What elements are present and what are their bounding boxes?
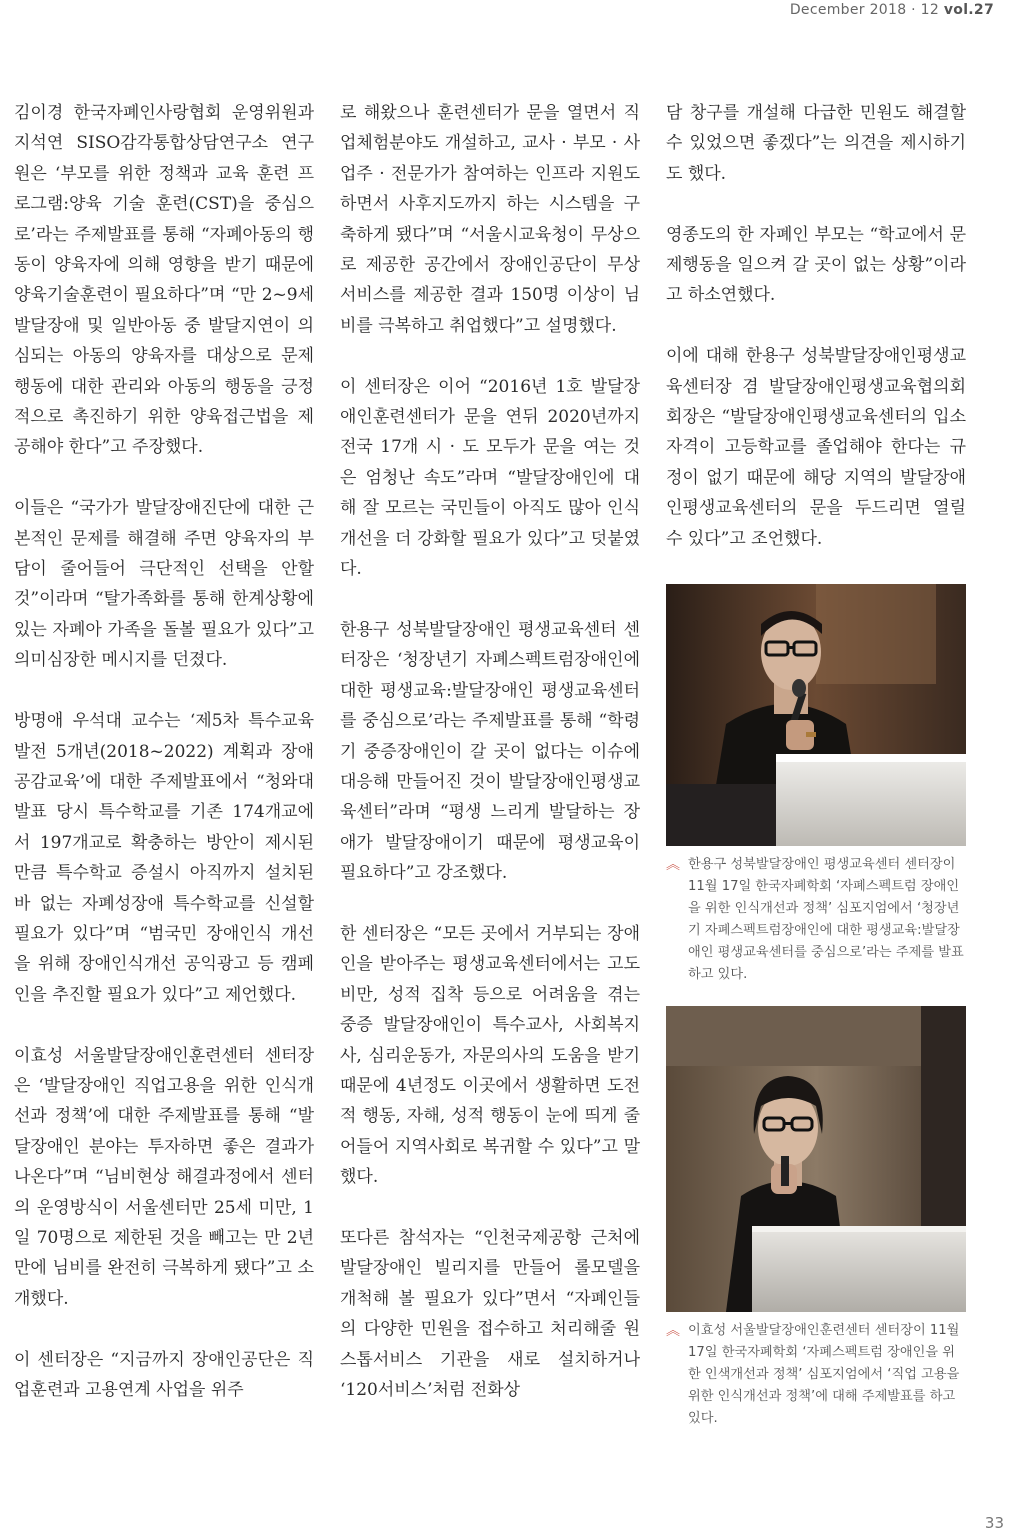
article-column-2 [340, 98, 640, 1436]
photo-caption-1 [666, 854, 966, 986]
page-number: 33 [984, 1514, 1004, 1532]
article-column-1 [14, 98, 314, 1436]
caption-text: 한용구 성북발달장애인 평생교육센터 센터장이 11월 17일 한국자폐학회 ‘자폐스펙트럼 장애인을 위한 인식개선과 정책’ 심포지엄에서 ‘청장년기 자폐스펙트럼장애인에 대한 평생교육:발달장애인 평생교육센터를 중심으로’라는 주제를 발표하고 있다. [688, 857, 964, 983]
speaker-photo-1-image [666, 584, 966, 846]
paragraph: 이에 대해 한용구 성북발달장애인평생교육센터장 겸 발달장애인평생교육협의회 회장은 “발달장애인평생교육센터의 입소자격이 고등학교를 졸업해야 한다는 규정이 없기 때문에 해당 지역의 발달장애인평생교육센터의 문을 두드리면 열릴 수 있다”고 조언했다. [666, 346, 966, 549]
article-column-3 [666, 98, 966, 1430]
paragraph: 담 창구를 개설해 다급한 민원도 해결할 수 있었으면 좋겠다”는 의견을 제시하기도 했다. [666, 103, 966, 184]
caption-text: 이효성 서울발달장애인훈련센터 센터장이 11월 17일 한국자폐학회 ‘자폐스펙트럼 장애인을 위한 인색개선과 정책’ 심포지엄에서 ‘직업 고용을 위한 인식개선과 정책’에 대해 주제발표를 하고 있다. [688, 1323, 960, 1427]
issue-date: December 2018 · 12 [789, 2, 940, 18]
paragraph: 또다른 참석자는 “인천국제공항 근처에 발달장애인 빌리지를 만들어 롤모델을 개척해 볼 필요가 있다”면서 “자폐인들의 다양한 민원을 접수하고 처리해줄 원스톱서비스 기관을 새로 설치하거나 ‘120서비스’처럼 전화상 [340, 1227, 640, 1400]
speaker-photo-2 [666, 1006, 966, 1312]
paragraph: 이효성 서울발달장애인훈련센터 센터장은 ‘발달장애인 직업고용을 위한 인식개선과 정책’에 대한 주제발표를 통해 “발달장애인 분야는 투자하면 좋은 결과가 나온다”며 “님비현상 해결과정에서 센터의 운영방식이 서울센터만 25세 미만, 1일 70명으로 제한된 것을 빼고는 만 2년만에 님비를 완전히 극복하게 됐다”고 소개했다. [14, 1045, 314, 1309]
photo-caption-2 [666, 1320, 966, 1430]
double-chevron-up-icon: ︽ [666, 1323, 680, 1340]
paragraph: 이 센터장은 이어 “2016년 1호 발달장애인훈련센터가 문을 연뒤 2020년까지 전국 17개 시 · 도 모두가 문을 여는 것은 엄청난 속도”라며 “발달장애인에 대해 잘 모르는 국민들이 아직도 많아 인식개선을 더 강화할 필요가 있다”고 덧붙였다. [340, 376, 640, 580]
paragraph: 김이경 한국자폐인사랑협회 운영위원과 지석연 SISO감각통합상담연구소 연구원은 ‘부모를 위한 정책과 교육 훈련 프로그램:양육 기술 훈련(CST)을 중심으로’라는 주제발표를 통해 “자폐아동의 행동이 양육자에 의해 영향을 받기 때문에 양육기술훈련이 필요하다”며 “만 2~9세 발달장애 및 일반아동 중 발달지연이 의심되는 아동의 양육자를 대상으로 문제행동에 대한 관리와 아동의 행동을 긍정적으로 촉진하기 위한 양육접근법을 제공해야 한다”고 주장했다. [14, 103, 314, 458]
issue-volume: vol.27 [943, 2, 994, 18]
paragraph: 영종도의 한 자폐인 부모는 “학교에서 문제행동을 일으켜 갈 곳이 없는 상황”이라고 하소연했다. [666, 224, 966, 306]
double-chevron-up-icon: ︽ [666, 857, 680, 874]
paragraph: 방명애 우석대 교수는 ‘제5차 특수교육발전 5개년(2018~2022) 계획과 장애공감교육’에 대한 주제발표에서 “청와대 발표 당시 특수학교를 기존 174개교에서 197개교로 확충하는 방안이 제시된만큼 특수학교 증설시 아직까지 설치된 바 없는 자폐성장애 특수학교를 신설할 필요가 있다”며 “범국민 장애인식 개선을 위해 장애인식개선 공익광고 등 캠페인을 추진할 필요가 있다”고 제언했다. [14, 711, 314, 1005]
paragraph: 한 센터장은 “모든 곳에서 거부되는 장애인을 받아주는 평생교육센터에서는 고도비만, 성적 집착 등으로 어려움을 겪는 중증 발달장애인이 특수교사, 사회복지사, 심리운동가, 자문의사의 도움을 받기 때문에 4년정도 이곳에서 생활하면 도전적 행동, 자해, 성적 행동이 눈에 띄게 줄어들어 지역사회로 복귀할 수 있다”고 말했다. [340, 923, 640, 1188]
speaker-photo-2-image [666, 1006, 966, 1312]
paragraph: 한용구 성북발달장애인 평생교육센터 센터장은 ‘청장년기 자폐스펙트럼장애인에 대한 평생교육:발달장애인 평생교육센터를 중심으로’라는 주제발표를 통해 “학령기 중증장애인이 갈 곳이 없다는 이슈에 대응해 만들어진 것이 발달장애인평생교육센터”라며 “평생 느리게 발달하는 장애가 발달장애이기 때문에 평생교육이 필요하다”고 강조했다. [340, 619, 640, 884]
paragraph: 이들은 “국가가 발달장애진단에 대한 근본적인 문제를 해결해 주면 양육자의 부담이 줄어들어 극단적인 선택을 안할 것”이라며 “탈가족화를 통해 한계상황에 있는 자폐아 가족을 돌볼 필요가 있다”고 의미심장한 메시지를 던졌다. [14, 498, 314, 671]
paragraph: 이 센터장은 “지금까지 장애인공단은 직업훈련과 고용연계 사업을 위주 [14, 1349, 314, 1400]
speaker-photo-1 [666, 584, 966, 846]
issue-header [790, 2, 994, 18]
paragraph: 로 해왔으나 훈련센터가 문을 열면서 직업체험분야도 개설하고, 교사 · 부모 · 사업주 · 전문가가 참여하는 인프라 지원도 하면서 사후지도까지 하는 시스템을 구축하게 됐다”며 “서울시교육청이 무상으로 제공한 공간에서 장애인공단이 무상서비스를 제공한 결과 150명 이상이 님비를 극복하고 취업했다”고 설명했다. [340, 103, 640, 336]
